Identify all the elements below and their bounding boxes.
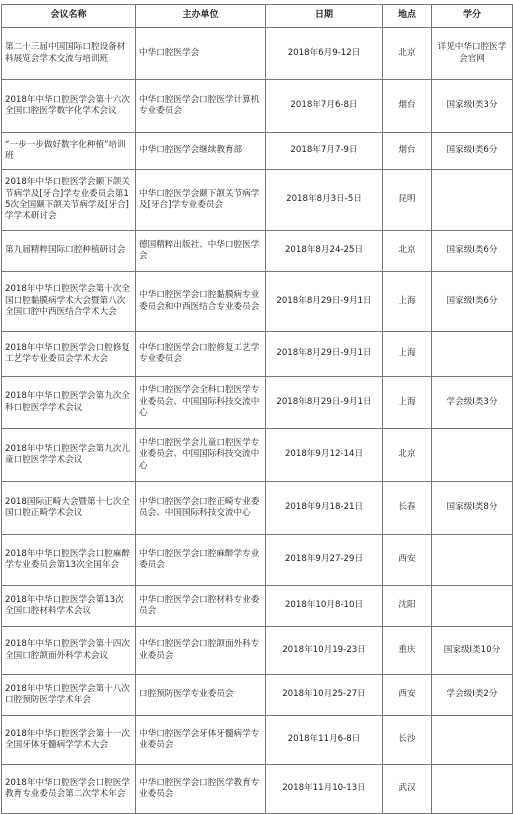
conference-credit: 详见中华口腔医学会官网 <box>432 28 513 80</box>
conference-credit: 学会级I类3分 <box>432 377 513 429</box>
conference-date: 2018年7月6-8日 <box>266 80 383 133</box>
host-organization: 中华口腔医学会继续教育部 <box>136 133 266 170</box>
conference-name: 2018年中华口腔医学会第十六次全国口腔医学数字化学术会议 <box>2 80 136 133</box>
conference-place: 上海 <box>383 332 432 377</box>
conference-credit: 国家级I类8分 <box>432 482 513 535</box>
conference-credit <box>432 429 513 482</box>
conference-credit <box>432 332 513 377</box>
conference-name: “一步一步做好数字化种植”培训班 <box>2 133 136 170</box>
conference-credit <box>432 586 513 627</box>
conference-place: 重庆 <box>383 627 432 675</box>
conference-place: 上海 <box>383 272 432 332</box>
header-credit: 学分 <box>432 5 513 28</box>
table-row <box>2 133 513 170</box>
conference-date: 2018年9月27-29日 <box>266 535 383 586</box>
conference-date: 2018年9月18-21日 <box>266 482 383 535</box>
conference-place: 西安 <box>383 535 432 586</box>
header-name: 会议名称 <box>2 5 136 28</box>
conference-place: 西安 <box>383 675 432 716</box>
host-organization: 中华口腔医学会口腔麻醉学专业委员会 <box>136 535 266 586</box>
table-row <box>2 675 513 716</box>
host-organization: 中华口腔医学会口腔材料专业委员会 <box>136 586 266 627</box>
conference-name: 2018年中华口腔医学会第十次全国口腔黏膜病学术大会暨第八次全国口腔中西医结合学术大会 <box>2 272 136 332</box>
conference-date: 2018年6月9-12日 <box>266 28 383 80</box>
table-row <box>2 586 513 627</box>
conference-date: 2018年9月12-14日 <box>266 429 383 482</box>
table-row <box>2 716 513 765</box>
conference-credit: 国家级I类6分 <box>432 231 513 272</box>
table-row <box>2 765 513 814</box>
conference-name: 2018年中华口腔医学会第十四次全国口腔颌面外科学术会议 <box>2 627 136 675</box>
conference-date: 2018年8月3日-5日 <box>266 170 383 231</box>
host-organization: 中华口腔医学会口腔颌面外科专业委员会 <box>136 627 266 675</box>
conference-credit: 学会级I类2分 <box>432 675 513 716</box>
table-row <box>2 377 513 429</box>
conference-table <box>1 4 513 814</box>
conference-place: 北京 <box>383 28 432 80</box>
conference-name: 2018国际正畸大会暨第十七次全国口腔正畸学术会议 <box>2 482 136 535</box>
host-organization: 中华口腔医学会颞下颌关节病学及[牙合]学专业委员会 <box>136 170 266 231</box>
conference-place: 武汉 <box>383 765 432 814</box>
conference-name: 2018年中华口腔医学会口腔医学教育专业委员会第二次学术年会 <box>2 765 136 814</box>
conference-name: 第九届精粹国际口腔种植研讨会 <box>2 231 136 272</box>
host-organization: 德国精粹出版社、中华口腔医学会 <box>136 231 266 272</box>
conference-date: 2018年7月7-9日 <box>266 133 383 170</box>
host-organization: 中华口腔医学会牙体牙髓病学专业委员会 <box>136 716 266 765</box>
host-organization: 中华口腔医学会口腔黏膜病专业委员会和中西医结合专业委员会 <box>136 272 266 332</box>
conference-name: 2018年中华口腔医学会口腔麻醉学专业委员会第13次全国年会 <box>2 535 136 586</box>
conference-credit: 国家级I类10分 <box>432 627 513 675</box>
table-row <box>2 627 513 675</box>
host-organization: 中华口腔医学会全科口腔医学专业委员会、中国国际科技交流中心 <box>136 377 266 429</box>
header-place: 地点 <box>383 5 432 28</box>
conference-credit <box>432 716 513 765</box>
conference-name: 2018年中华口腔医学会第十一次全国牙体牙髓病学学术大会 <box>2 716 136 765</box>
conference-credit: 国家级I类6分 <box>432 133 513 170</box>
conference-name: 2018年中华口腔医学会第九次全科口腔医学学术会议 <box>2 377 136 429</box>
conference-credit <box>432 535 513 586</box>
conference-name: 2018年中华口腔医学会第九次儿童口腔医学学术会议 <box>2 429 136 482</box>
conference-date: 2018年10月19-23日 <box>266 627 383 675</box>
table-row <box>2 28 513 80</box>
host-organization: 中华口腔医学会儿童口腔医学专业委员会、中国国际科技交流中心 <box>136 429 266 482</box>
conference-name: 2018年中华口腔医学会颞下颌关节病学及[牙合]学专业委员会第15次全国颞下颌关节病学及[牙合]学学术研讨会 <box>2 170 136 231</box>
conference-date: 2018年11月6-8日 <box>266 716 383 765</box>
host-organization: 中华口腔医学会口腔医学教育专业委员会 <box>136 765 266 814</box>
host-organization: 中华口腔医学会口腔医学计算机专业委员会 <box>136 80 266 133</box>
conference-credit <box>432 170 513 231</box>
conference-place: 昆明 <box>383 170 432 231</box>
table-row <box>2 272 513 332</box>
conference-date: 2018年8月24-25日 <box>266 231 383 272</box>
table-row <box>2 482 513 535</box>
host-organization: 中华口腔医学会口腔修复工艺学专业委员会 <box>136 332 266 377</box>
table-row <box>2 332 513 377</box>
conference-credit: 国家级I类3分 <box>432 80 513 133</box>
conference-credit: 国家级I类6分 <box>432 272 513 332</box>
conference-name: 2018年中华口腔医学会第13次全国口腔材料学术会议 <box>2 586 136 627</box>
table-row <box>2 231 513 272</box>
table-row <box>2 80 513 133</box>
conference-date: 2018年8月29日-9月1日 <box>266 272 383 332</box>
table-row <box>2 170 513 231</box>
conference-place: 沈阳 <box>383 586 432 627</box>
conference-credit <box>432 765 513 814</box>
conference-date: 2018年10月25-27日 <box>266 675 383 716</box>
conference-name: 第二十三届中国国际口腔设备材料展览会学术交流与培训班 <box>2 28 136 80</box>
header-date: 日期 <box>266 5 383 28</box>
header-row <box>2 5 513 28</box>
conference-place: 上海 <box>383 377 432 429</box>
conference-date: 2018年8月29日-9月1日 <box>266 377 383 429</box>
conference-place: 长沙 <box>383 716 432 765</box>
table-row <box>2 429 513 482</box>
conference-date: 2018年8月29日-9月1日 <box>266 332 383 377</box>
conference-place: 北京 <box>383 231 432 272</box>
conference-date: 2018年11月10-13日 <box>266 765 383 814</box>
conference-place: 北京 <box>383 429 432 482</box>
conference-place: 烟台 <box>383 80 432 133</box>
host-organization: 口腔预防医学专业委员会 <box>136 675 266 716</box>
table-row <box>2 535 513 586</box>
header-host: 主办单位 <box>136 5 266 28</box>
conference-name: 2018年中华口腔医学会口腔修复工艺学专业委员会学术大会 <box>2 332 136 377</box>
conference-place: 长春 <box>383 482 432 535</box>
conference-place: 烟台 <box>383 133 432 170</box>
conference-date: 2018年10月8-10日 <box>266 586 383 627</box>
host-organization: 中华口腔医学会 <box>136 28 266 80</box>
conference-name: 2018年中华口腔医学会第十八次口腔预防医学学术年会 <box>2 675 136 716</box>
host-organization: 中华口腔医学会口腔正畸专业委员会、中国国际科技交流中心 <box>136 482 266 535</box>
